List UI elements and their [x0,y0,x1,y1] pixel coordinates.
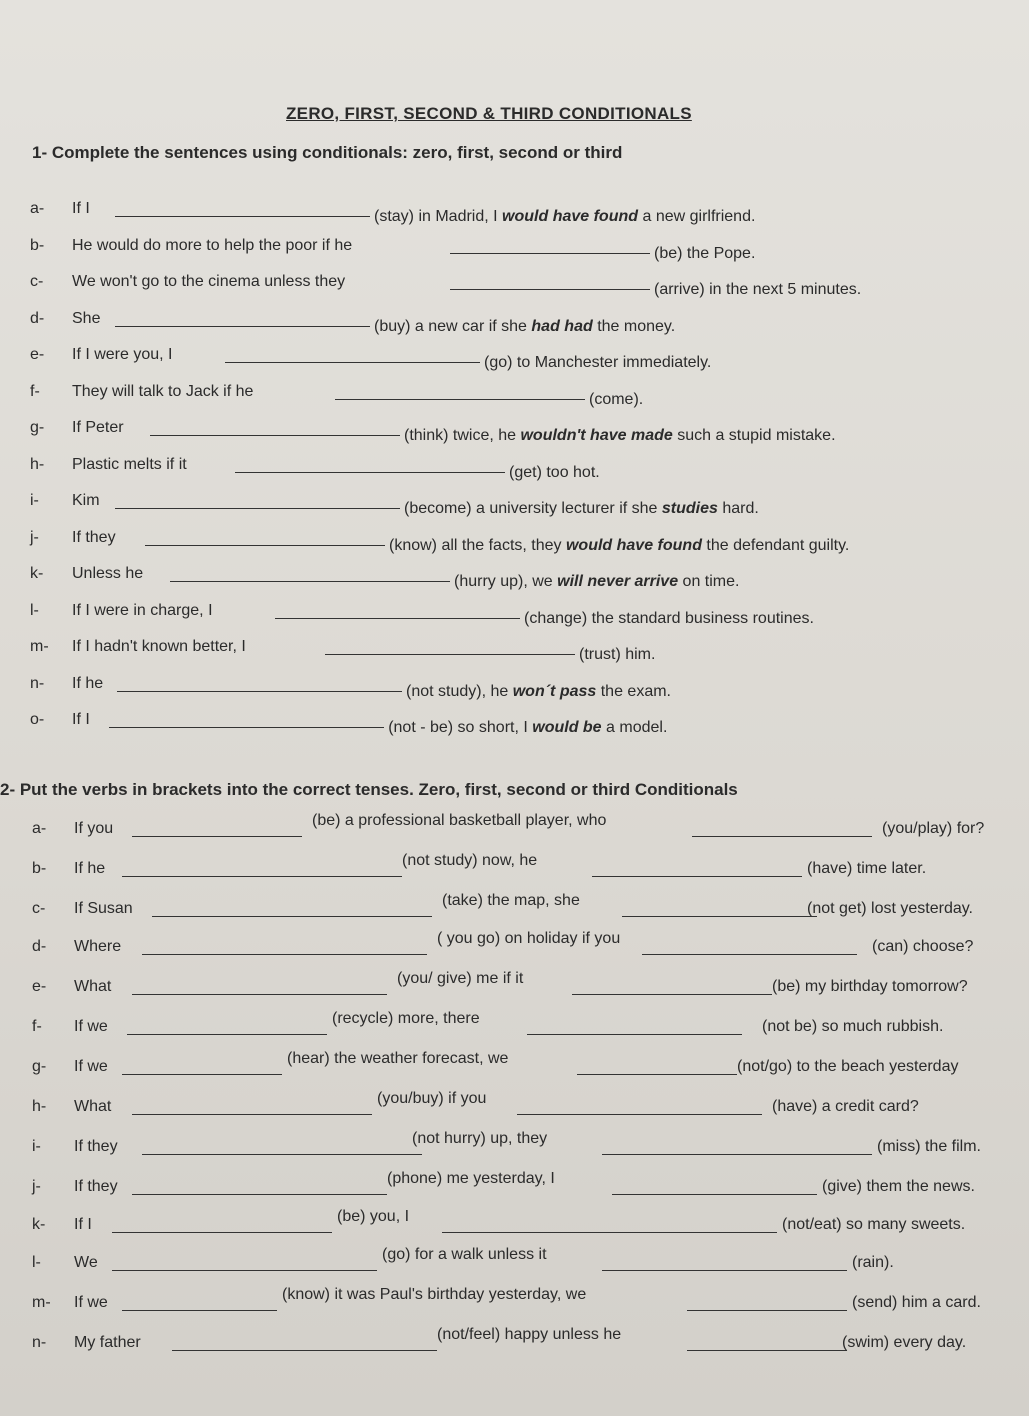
answer-blank-2[interactable] [517,1098,762,1115]
item-emphasis: had had [531,317,593,335]
item-text-start: My father [74,1334,141,1351]
item-text-end: a new girlfriend. [638,208,756,225]
item-emphasis: won´t pass [512,682,597,700]
item-letter: m- [30,638,49,655]
answer-blank[interactable] [117,675,402,692]
answer-blank-2[interactable] [612,1178,817,1195]
item-letter: l- [32,1254,41,1271]
item-text-end: (not/eat) so many sweets. [782,1216,966,1233]
item-letter: l- [30,601,39,619]
item-text-end: on time. [678,573,740,590]
item-verb-hint: (change) the standard business routines. [524,609,814,627]
item-letter: n- [30,674,45,692]
item-letter: f- [32,1018,42,1035]
item-text-before: If I [72,711,90,728]
item-text-mid: ( you go) on holiday if you [437,930,621,947]
item-text-mid: (you/ give) me if it [397,970,524,987]
item-text-mid: (be) a professional basketball player, who [312,812,607,829]
exercise-1-item [30,237,1025,263]
exercise-1-item [30,310,1025,336]
answer-blank-2[interactable] [642,938,857,955]
item-text-end: (not/go) to the beach yesterday [737,1058,959,1075]
item-text-mid: (be) you, I [337,1208,410,1225]
exercise-2-item [32,812,1027,846]
item-text-after [524,610,814,628]
item-text-end: a model. [601,719,668,736]
item-letter: k- [30,565,44,582]
exercise-1-item [30,638,1025,664]
item-letter: a- [32,820,47,837]
exercise-2-item [32,1010,1027,1044]
item-letter: k- [32,1216,46,1233]
item-text-start: If he [74,860,106,877]
exercise-1-item [30,602,1025,628]
answer-blank-1[interactable] [142,1138,422,1155]
item-text-end: (miss) the film. [877,1138,981,1155]
item-letter: i- [30,492,39,509]
answer-blank-2[interactable] [442,1216,777,1233]
item-text-after [484,354,711,372]
exercise-1-item [30,711,1025,737]
item-text-after [454,573,739,591]
item-text-end: the exam. [596,682,671,700]
answer-blank[interactable] [450,237,650,254]
item-text-mid: (phone) me yesterday, I [387,1170,555,1187]
item-text-before: We won't go to the cinema unless they [72,273,346,290]
exercise-2-item [32,1326,1027,1360]
item-text-after [374,318,675,336]
item-text-end: (have) a credit card? [772,1098,919,1115]
item-text-mid: (you/buy) if you [377,1090,487,1107]
item-text-start: If we [74,1058,108,1075]
answer-blank[interactable] [225,346,480,363]
exercise-2-item [32,1246,1027,1280]
item-text-after [509,464,600,482]
item-text-before: If they [72,528,116,546]
item-text-before: If I were you, I [72,346,173,363]
item-verb-hint: (be) the Pope. [654,244,756,262]
answer-blank[interactable] [145,529,385,546]
item-text-before: If I [72,200,90,217]
item-verb-hint: (get) too hot. [509,463,600,481]
answer-blank[interactable] [275,602,520,619]
answer-blank-2[interactable] [687,1334,847,1351]
item-emphasis: studies [661,500,718,517]
item-text-after [579,646,655,664]
item-letter: f- [30,382,40,400]
item-text-end: (you/play) for? [882,820,985,837]
item-text-end: (not get) lost yesterday. [807,900,973,917]
item-emphasis: would have found [502,208,639,225]
item-text-start: We [74,1254,98,1271]
item-letter: j- [32,1178,41,1195]
exercise-1-item [30,383,1025,409]
answer-blank-1[interactable] [132,978,387,995]
item-letter: i- [32,1138,41,1155]
item-letter: o- [30,711,45,728]
item-text-end: (swim) every day. [842,1334,967,1351]
exercise-2-item [32,1208,1027,1242]
answer-blank[interactable] [335,383,585,400]
answer-blank-2[interactable] [572,978,772,995]
item-text-mid: (hear) the weather forecast, we [287,1050,509,1067]
exercise-2-item [32,930,1027,964]
item-text-before: Plastic melts if it [72,455,187,473]
exercise-2-heading: 2- Put the verbs in brackets into the correct tenses. Zero, first, second or third Conditionals [0,780,738,799]
page-title: ZERO, FIRST, SECOND & THIRD CONDITIONALS [286,104,692,123]
item-verb-hint: (not - be) so short, I [388,719,533,736]
answer-blank-2[interactable] [622,900,817,917]
item-text-mid: (not hurry) up, they [412,1130,548,1147]
exercise-2-item [32,1050,1027,1084]
answer-blank-1[interactable] [152,900,432,917]
item-text-end: (give) them the news. [822,1178,975,1195]
answer-blank[interactable] [115,200,370,217]
item-text-end: such a stupid mistake. [672,427,836,444]
item-letter: h- [30,455,45,473]
item-verb-hint: (become) a university lecturer if she [404,500,662,517]
item-text-start: What [74,1098,112,1115]
item-text-before: Kim [72,492,100,509]
item-text-mid: (take) the map, she [442,892,580,909]
item-text-before: He would do more to help the poor if he [72,236,353,254]
item-text-after [374,208,755,226]
item-letter: n- [32,1334,47,1351]
item-verb-hint: (hurry up), we [454,573,558,590]
item-letter: c- [30,273,44,290]
item-text-after [654,245,755,263]
item-text-start: If I [74,1216,92,1233]
answer-blank-1[interactable] [112,1216,332,1233]
exercise-2-item [32,1090,1027,1124]
item-verb-hint: (arrive) in the next 5 minutes. [654,281,862,298]
exercise-1-item [30,346,1025,372]
answer-blank-2[interactable] [692,820,872,837]
item-text-start: What [74,978,112,995]
exercise-1-item [30,200,1025,226]
answer-blank-1[interactable] [132,820,302,837]
item-letter: b- [32,860,47,877]
answer-blank[interactable] [150,419,400,436]
item-text-end: hard. [717,500,759,517]
exercise-2-item [32,1170,1027,1204]
item-verb-hint: (stay) in Madrid, I [374,208,503,225]
exercise-2-item [32,1130,1027,1164]
item-text-before: If I hadn't known better, I [72,638,246,655]
item-text-after [404,500,759,518]
item-text-end: (send) him a card. [852,1294,981,1311]
answer-blank[interactable] [325,638,575,655]
answer-blank-1[interactable] [132,1178,387,1195]
answer-blank-1[interactable] [122,1058,282,1075]
item-text-start: If they [74,1178,118,1195]
item-letter: g- [30,419,45,436]
item-letter: b- [30,236,45,254]
exercise-1-item [30,456,1025,482]
answer-blank-2[interactable] [527,1018,742,1035]
exercise-1-item [30,565,1025,591]
item-letter: d- [32,938,47,955]
answer-blank[interactable] [115,310,370,327]
item-letter: c- [32,900,46,917]
answer-blank[interactable] [115,492,400,509]
answer-blank-1[interactable] [122,860,402,877]
item-letter: e- [30,346,45,363]
item-letter: d- [30,309,45,327]
exercise-1-item [30,529,1025,555]
item-text-after [654,281,861,299]
exercise-1-heading: 1- Complete the sentences using conditionals: zero, first, second or third [32,143,623,162]
item-text-after [406,683,671,701]
exercise-1-item [30,675,1025,701]
item-text-start: If Susan [74,900,133,917]
item-text-mid: (not study) now, he [402,852,538,869]
item-text-start: Where [74,938,122,955]
item-emphasis: would have found [565,536,702,554]
item-emphasis: would be [532,719,602,736]
item-text-end: (be) my birthday tomorrow? [772,978,968,995]
exercise-2-item [32,852,1027,886]
item-text-start: If we [74,1294,108,1311]
item-text-mid: (recycle) more, there [332,1010,480,1027]
item-verb-hint: (buy) a new car if she [374,317,532,335]
item-text-before: If Peter [72,419,124,436]
item-text-before: If he [72,674,104,692]
item-text-start: If we [74,1018,108,1035]
exercise-2-item [32,970,1027,1004]
item-text-after [388,719,667,737]
item-verb-hint: (know) all the facts, they [389,536,566,554]
answer-blank[interactable] [170,565,450,582]
item-text-start: If you [74,820,114,837]
exercise-1-item [30,492,1025,518]
exercise-1-item [30,273,1025,299]
item-letter: g- [32,1058,47,1075]
item-letter: m- [32,1294,51,1311]
answer-blank-1[interactable] [132,1098,372,1115]
item-letter: a- [30,200,45,217]
answer-blank[interactable] [109,711,384,728]
item-text-after [589,391,643,409]
item-text-mid: (not/feel) happy unless he [437,1326,622,1343]
answer-blank[interactable] [450,273,650,290]
item-verb-hint: (go) to Manchester immediately. [484,354,712,371]
item-text-before: They will talk to Jack if he [72,382,254,400]
item-verb-hint: (come). [589,390,644,408]
item-text-mid: (go) for a walk unless it [382,1246,547,1263]
exercise-2-item [32,1286,1027,1320]
item-emphasis: will never arrive [557,573,679,590]
item-text-end: (rain). [852,1254,894,1271]
answer-blank-1[interactable] [122,1294,277,1311]
answer-blank-2[interactable] [577,1058,737,1075]
item-text-end: (not be) so much rubbish. [762,1018,944,1035]
answer-blank-1[interactable] [127,1018,327,1035]
answer-blank-1[interactable] [112,1254,377,1271]
answer-blank-2[interactable] [687,1294,847,1311]
item-letter: h- [32,1098,47,1115]
item-text-before: She [72,309,101,327]
item-text-end: the defendant guilty. [701,536,850,554]
answer-blank-2[interactable] [602,1138,872,1155]
item-text-before: If I were in charge, I [72,601,213,619]
exercise-2-item [32,892,1027,926]
item-text-after [404,427,836,445]
item-letter: j- [30,528,39,546]
exercise-1-item [30,419,1025,445]
item-verb-hint: (think) twice, he [404,427,521,444]
item-letter: e- [32,978,47,995]
item-text-mid: (know) it was Paul's birthday yesterday, we [282,1286,587,1303]
answer-blank[interactable] [235,456,505,473]
answer-blank-2[interactable] [592,860,802,877]
item-text-after [389,537,849,555]
item-text-end: (can) choose? [872,938,974,955]
item-verb-hint: (trust) him. [579,646,656,663]
answer-blank-1[interactable] [142,938,427,955]
item-text-end: the money. [592,317,676,335]
item-text-end: (have) time later. [807,860,927,877]
answer-blank-2[interactable] [602,1254,847,1271]
item-emphasis: wouldn't have made [520,427,673,444]
item-text-before: Unless he [72,565,144,582]
answer-blank-1[interactable] [172,1334,437,1351]
item-verb-hint: (not study), he [406,682,513,700]
item-text-start: If they [74,1138,118,1155]
